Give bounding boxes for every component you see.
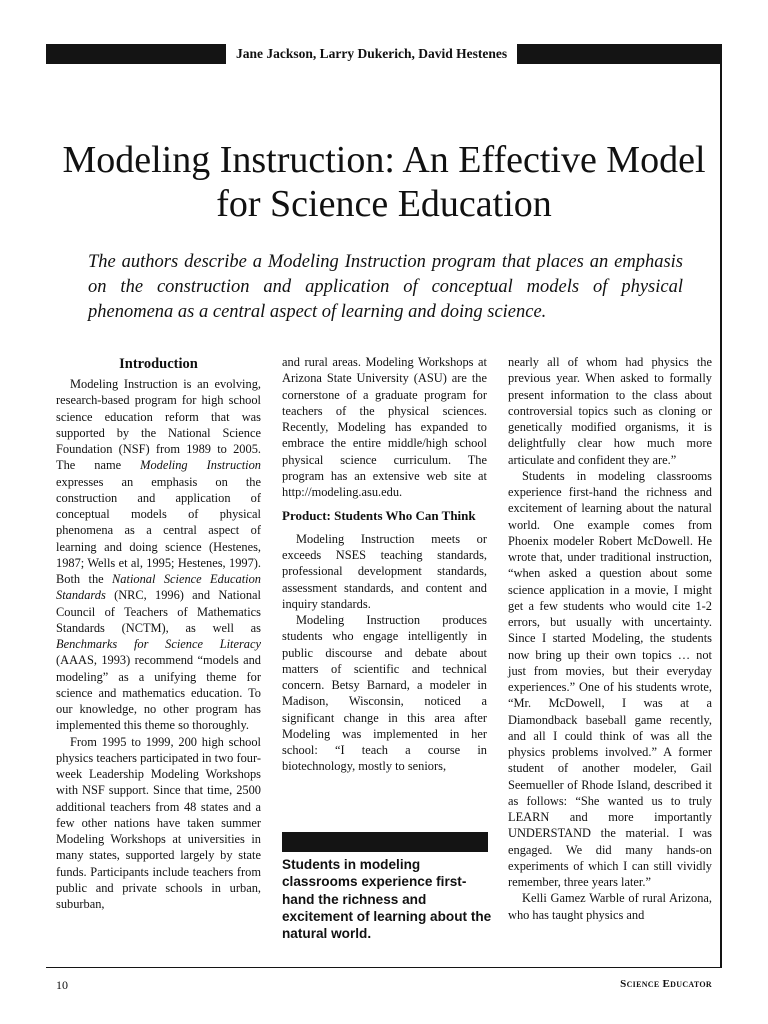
journal-name: Science Educator [620,978,712,990]
intro-p1-text-g: (AAAS, 1993) recommend “models and modeling” as a unifying theme for science and mathematics education. To our knowledge, no other program has implemented this theme so thoroughly. [56,653,261,733]
frame-rule-right [720,44,722,968]
pullquote-bar [282,832,488,852]
intro-p1-text-a: Modeling Instruction is an evolving, research-based program for high school science education reform that was supported by the National Science Foundation (NSF) from 1989 to 2005. The name [56,377,261,473]
article-abstract: The authors describe a Modeling Instruction program that places an emphasis on the construction and application of conceptual models of physical phenomena as a central aspect of learning and doing science. [88,252,683,322]
heading-product: Product: Students Who Can Think [282,508,476,524]
intro-p1-italic-modeling-instruction: Modeling Instruction [140,458,261,473]
article-title: Modeling Instruction: An Effective Model for Science Education [62,139,706,225]
product-paragraph-2-continued: nearly all of whom had physics the previous year. When asked to formally present information to the class about controversial topics such as cloning or genetically modified organisms, it is delightfully clear how much more articulate and confident they are.” [508,355,712,467]
column-1 [56,354,261,912]
column-2 [282,354,487,775]
column-3 [508,354,712,923]
heading-introduction: Introduction [119,356,198,372]
intro-paragraph-2: From 1995 to 1999, 200 high school physics teachers participated in two four-week Leadership Modeling Workshops with NSF support. Since that time, 2500 additional teachers from 48 states and a few other nations have taken summer Modeling Workshops at universities in many states, supported largely by state funds. Participants include teachers from public and private schools in urban, suburban, [56,734,261,911]
product-paragraph-3: Students in modeling classrooms experience first-hand the richness and excitement of learning about the natural world. One example comes from Phoenix modeler Robert McDowell. He wrote that, under traditional instruction, “when asked a question about some science application in a movie, I might get a few students who would cite 1-2 errors, but usually with uncertainty. Since I started Modeling, the students now bring up their own topics … not just from movies, but their everyday experiences.” One of his students wrote, “Mr. McDowell, I was at a Diamondback baseball game recently, and all I could think of was all the physics problems involved.” A former student of another modeler, Gail Seemueller of Rhode Island, described it as follows: “She wanted us to truly LEARN and more importantly UNDERSTAND the material. I was engaged. We did many hands-on experiments of which I can still vividly remember, three years later.” [508,468,712,889]
intro-p1-italic-benchmarks: Benchmarks for Science Literacy [56,637,261,651]
product-paragraph-4: Kelli Gamez Warble of rural Arizona, who has taught physics and [508,891,712,922]
intro-paragraph-1 [56,376,261,734]
page-number: 10 [56,978,68,992]
product-paragraph-1: Modeling Instruction meets or exceeds NSES teaching standards, professional development standards, assessment standards, and content and inquiry standards. [282,531,487,611]
intro-p1-text-e: (NRC, 1996) and National Council of Teachers of Mathematics Standards (NCTM), as well as [56,588,261,635]
intro-p1-text-c: expresses an emphasis on the construction and application of conceptual models of physical phenomena as a central aspect of learning and doing science (Hestenes, 1987; Wells et al, 1995; Hestenes, 1997). Both the [56,474,261,586]
intro-paragraph-2-continued: and rural areas. Modeling Workshops at Arizona State University (ASU) are the cornerstone of a graduate program for teachers of the physical sciences. Recently, Modeling has expanded to embrace the entire middle/high school physical science curriculum. The program has an extensive web site at http://modeling.asu.edu. [282,355,487,499]
footer-rule [46,967,722,968]
pullquote: Students in modeling classrooms experience first-hand the richness and excitement of learning about the natural world. [282,857,492,942]
product-paragraph-2: Modeling Instruction produces students who engage intelligently in public discourse and debate about matters of scientific and technical concern. Betsy Barnard, a modeler in Madison, Wisconsin, noticed a significant change in this area after Modeling was implemented in her school: “I teach a course in biotechnology, mostly to seniors, [282,613,487,774]
author-names: Jane Jackson, Larry Dukerich, David Hestenes [226,44,517,64]
intro-p1-italic-nses: National Science Education Standards [56,572,261,603]
